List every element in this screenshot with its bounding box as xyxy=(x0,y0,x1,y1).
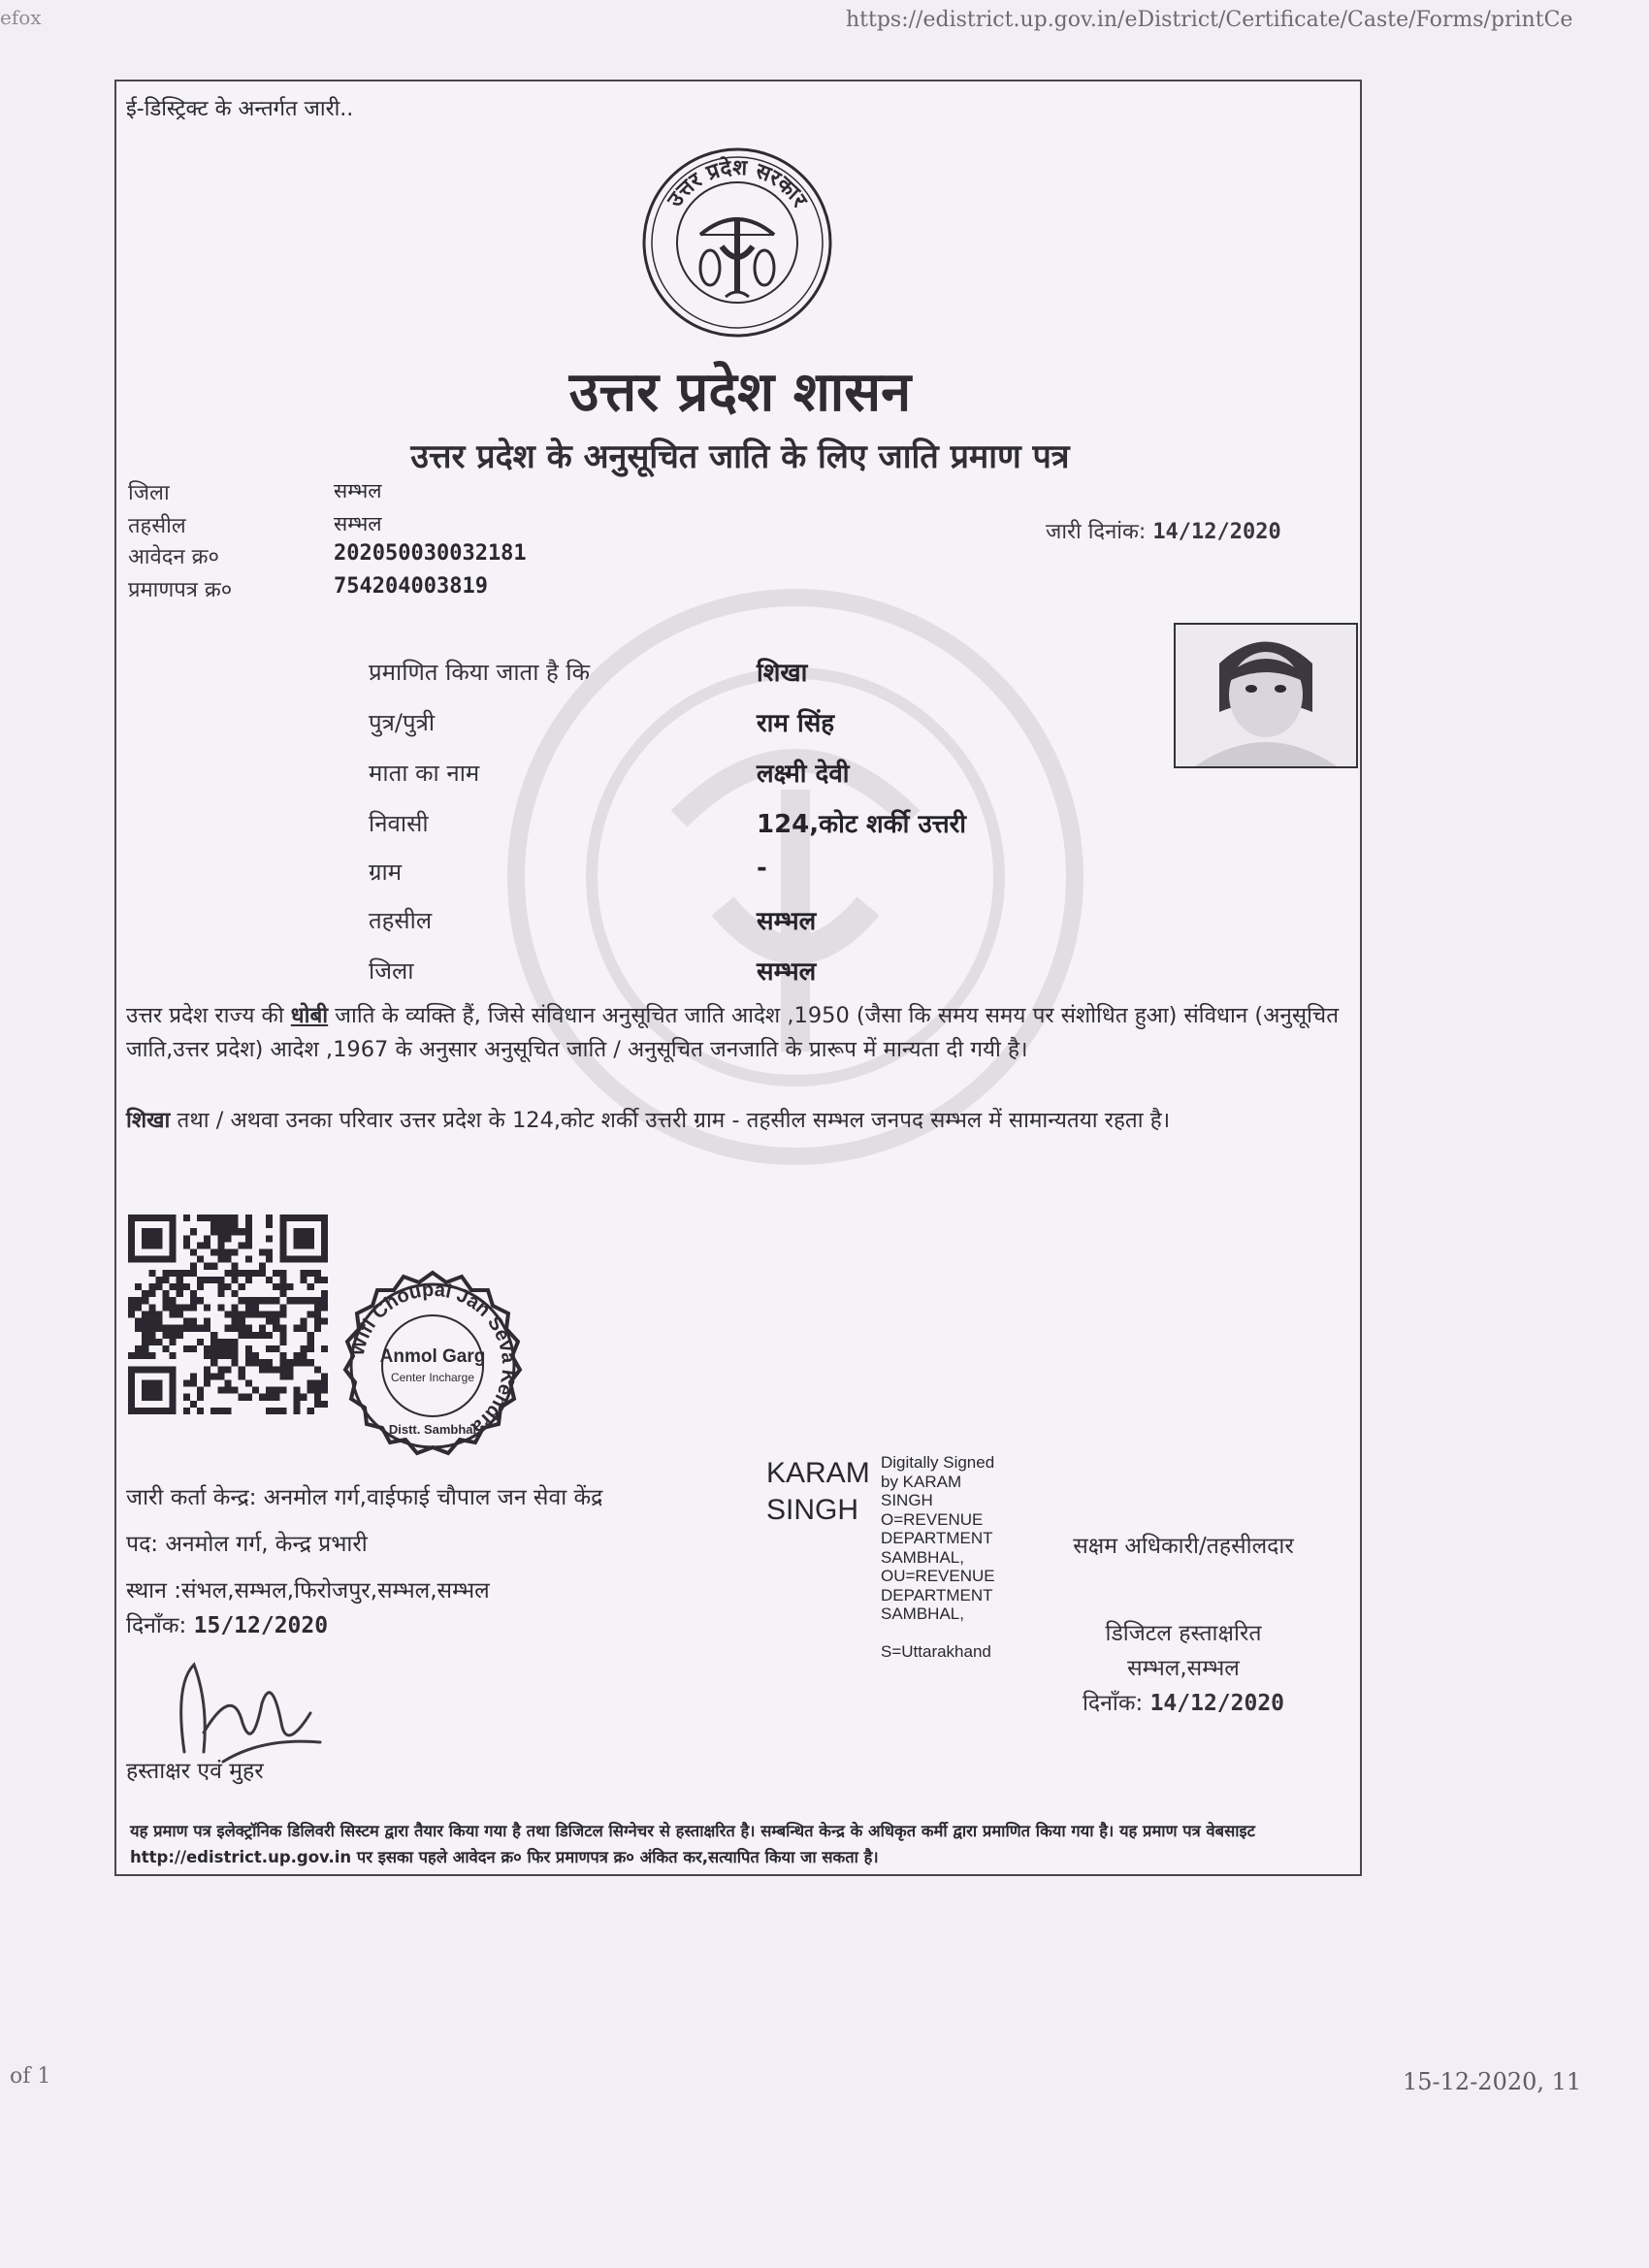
caste-statement: उत्तर प्रदेश राज्य की धोबी जाति के व्यक्ति हैं, जिसे संविधान अनुसूचित जाति आदेश ,1950 (जैसा कि समय समय पर संशोधित हुआ) संविधान (अनुसूचित जाति,उत्तर प्रदेश) आदेश ,1967 के अनुसार अनुसूचित जाति / अनुसूचित जनजाति के प्रारूप में मान्यता दी गयी है। xyxy=(126,1003,1340,1062)
certificate xyxy=(114,80,1362,1876)
field-value-father: राम सिंह xyxy=(757,709,835,738)
issuer-date xyxy=(126,1608,328,1639)
field-label-tehsil: तहसील xyxy=(369,907,433,934)
tehsil-value: सम्भल xyxy=(334,512,382,535)
field-value-name: शिखा xyxy=(757,659,808,688)
field-value-resident: 124,कोट शर्की उत्तरी xyxy=(757,810,967,839)
seal-role: Center Incharge xyxy=(390,1371,475,1384)
certificate-number-value: 754204003819 xyxy=(334,574,488,599)
issue-date xyxy=(1046,516,1281,545)
district-value: सम्भल xyxy=(334,479,382,502)
signature-and-seal-label: हस्ताक्षर एवं मुहर xyxy=(126,1759,264,1784)
resident-name: शिखा xyxy=(126,1108,171,1133)
authority-location: सम्भल,सम्भल xyxy=(1127,1656,1240,1681)
tehsil-label: तहसील xyxy=(128,514,186,538)
issuer-date-value: 15/12/2020 xyxy=(193,1613,329,1638)
issuing-center: जारी कर्ता केन्द्र: अनमोल गर्ग,वाईफाई चौपाल जन सेवा केंद्र xyxy=(126,1485,603,1510)
jan-seva-kendra-seal xyxy=(336,1269,530,1463)
issue-date-value: 14/12/2020 xyxy=(1152,520,1281,544)
issuer-post: पद: अनमोल गर्ग, केन्द्र प्रभारी xyxy=(126,1532,368,1557)
field-label-resident: निवासी xyxy=(369,810,429,837)
seal-ring-text: Wifi Choupal Jan Seva Kendra xyxy=(346,1279,520,1439)
up-government-emblem-icon xyxy=(640,146,834,340)
district-label: जिला xyxy=(128,481,170,505)
seal-name: Anmol Garg xyxy=(379,1346,486,1367)
digitally-signed-label: डिजिटल हस्ताक्षरित xyxy=(1105,1621,1262,1646)
issuer-place: स्थान :संभल,सम्भल,फिरोजपुर,सम्भल,सम्भल xyxy=(126,1578,490,1604)
verification-qr-code xyxy=(128,1215,328,1414)
authority-date-value: 14/12/2020 xyxy=(1149,1691,1285,1716)
field-value-mother: लक्ष्मी देवी xyxy=(757,760,850,789)
government-title: उत्तर प्रदेश शासन xyxy=(568,361,912,424)
field-label-village: ग्राम xyxy=(369,859,403,886)
field-label-district: जिला xyxy=(369,957,414,985)
handwritten-signature-icon xyxy=(165,1645,340,1771)
browser-title-fragment: efox xyxy=(0,6,42,29)
digital-signature-details: Digitally Signed by KARAM SINGH O=REVENUE DEPARTMENT SAMBHAL, OU=REVENUE DEPARTMENT SAMBHAL, S=Uttarakhand xyxy=(881,1453,995,1661)
field-label-son-daughter: पुत्र/पुत्री xyxy=(369,709,436,736)
print-url: https://edistrict.up.gov.in/eDistrict/Certificate/Caste/Forms/printCe xyxy=(846,8,1573,32)
seal-place: Distt. Sambhal xyxy=(388,1422,477,1437)
header-note: ई-डिस्ट्रिक्ट के अन्तर्गत जारी.. xyxy=(126,97,354,121)
issuer-date-label: दिनाँक: xyxy=(126,1613,187,1638)
caste-name: धोबी xyxy=(290,1003,329,1028)
digital-signer-name: KARAM SINGH xyxy=(766,1457,870,1526)
issue-date-label: जारी दिनांक: xyxy=(1046,520,1147,544)
svg-text:उत्तर प्रदेश सरकार xyxy=(663,154,812,212)
competent-authority-title: सक्षम अधिकारी/तहसीलदार xyxy=(1073,1534,1294,1559)
page-count: of 1 xyxy=(10,2064,51,2089)
emblem-ring-text: उत्तर प्रदेश सरकार xyxy=(663,155,812,212)
field-value-district: सम्भल xyxy=(757,957,817,987)
applicant-photo xyxy=(1174,623,1358,768)
certificate-title: उत्तर प्रदेश के अनुसूचित जाति के लिए जाति प्रमाण पत्र xyxy=(410,437,1070,476)
authority-date xyxy=(989,1686,1377,1717)
field-label-certified-that: प्रमाणित किया जाता है कि xyxy=(369,659,591,686)
field-value-tehsil: सम्भल xyxy=(757,907,817,936)
certificate-number-label: प्रमाणपत्र क्र० xyxy=(128,578,233,602)
verification-footer-note: यह प्रमाण पत्र इलेक्ट्रॉनिक डिलिवरी सिस्टम द्वारा तैयार किया गया है तथा डिजिटल सिग्नेचर से हस्ताक्षरित है। सम्बन्धित केन्द्र के अधिकृत कर्मी द्वारा प्रमाणित किया गया है। यह प्रमाण पत्र वेबसाइट http://edistrict.up.gov.in पर इसका पहले आवेदन क्र० फिर प्रमाणपत्र क्र० अंकित कर,सत्यापित किया जा सकता है। xyxy=(130,1822,1255,1866)
application-number-value: 202050030032181 xyxy=(334,541,527,566)
print-timestamp: 15-12-2020, 11 xyxy=(1403,2068,1582,2095)
residence-statement: शिखा तथा / अथवा उनका परिवार उत्तर प्रदेश के 124,कोट शर्की उत्तरी ग्राम - तहसील सम्भल जनपद सम्भल में सामान्यतया रहता है। xyxy=(126,1108,1171,1133)
application-number-label: आवेदन क्र० xyxy=(128,545,219,569)
authority-date-label: दिनाँक: xyxy=(1082,1691,1144,1716)
field-label-mother: माता का नाम xyxy=(369,760,480,787)
field-value-village: - xyxy=(757,854,767,883)
